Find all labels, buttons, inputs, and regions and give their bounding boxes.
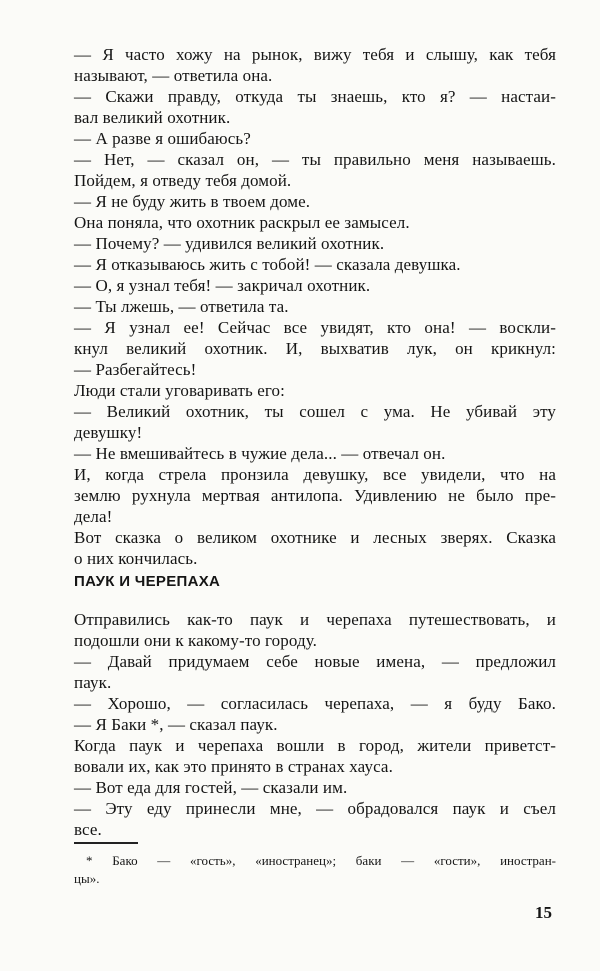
text-line: — Эту еду принесли мне, — обрадовался паук и съел <box>74 799 556 818</box>
story-title: ПАУК И ЧЕРЕПАХА <box>74 573 221 590</box>
text-line: — Я Баки *, — сказал паук. <box>74 715 278 734</box>
footnote-divider <box>74 842 138 844</box>
text-line: — Великий охотник, ты сошел с ума. Не убивай эту <box>74 402 556 421</box>
text-line: землю рухнула мертвая антилопа. Удивлению не было пре- <box>74 486 556 505</box>
text-line: Вот сказка о великом охотнике и лесных зверях. Сказка <box>74 528 556 547</box>
text-line: — Почему? — удивился великий охотник. <box>74 234 385 253</box>
text-line: кнул великий охотник. И, выхватив лук, он крикнул: <box>74 339 556 358</box>
text-line: — Скажи правду, откуда ты знаешь, кто я? — настаи- <box>74 87 556 106</box>
text-line: называют, — ответила она. <box>74 66 273 85</box>
text-line: — Не вмешивайтесь в чужие дела... — отвечал он. <box>74 444 446 463</box>
text-line: — Я часто хожу на рынок, вижу тебя и слышу, как тебя <box>74 45 556 64</box>
text-line: — Вот еда для гостей, — сказали им. <box>74 778 348 797</box>
text-line: — Нет, — сказал он, — ты правильно меня называешь. <box>74 150 556 169</box>
text-line: Пойдем, я отведу тебя домой. <box>74 171 292 190</box>
text-line: Когда паук и черепаха вошли в город, жители приветст- <box>74 736 556 755</box>
text-line: — А разве я ошибаюсь? <box>74 129 251 148</box>
text-line: — Разбегайтесь! <box>74 360 197 379</box>
page-number: 15 <box>535 903 552 922</box>
text-line: Она поняла, что охотник раскрыл ее замысел. <box>74 213 410 232</box>
text-line: о них кончилась. <box>74 549 198 568</box>
text-line: подошли они к какому-то городу. <box>74 631 317 650</box>
text-line: — Я узнал ее! Сейчас все увидят, кто она! — воскли- <box>74 318 556 337</box>
text-line: все. <box>74 820 102 839</box>
text-line: девушку! <box>74 423 143 442</box>
footnote-line: * Бако — «гость», «иностранец»; баки — «гости», иностран- <box>86 853 556 868</box>
text-line: Отправились как-то паук и черепаха путешествовать, и <box>74 610 556 629</box>
text-line: — Я не буду жить в твоем доме. <box>74 192 311 211</box>
footnote-line: цы». <box>74 871 100 886</box>
text-line: — Давай придумаем себе новые имена, — предложил <box>74 652 556 671</box>
text-line: паук. <box>74 673 112 692</box>
text-line: Люди стали уговаривать его: <box>74 381 285 400</box>
text-line: — Ты лжешь, — ответила та. <box>74 297 289 316</box>
text-line: И, когда стрела пронзила девушку, все увидели, что на <box>74 465 556 484</box>
text-line: — О, я узнал тебя! — закричал охотник. <box>74 276 371 295</box>
text-line: вал великий охотник. <box>74 108 231 127</box>
text-line: дела! <box>74 507 113 526</box>
text-line: — Хорошо, — согласилась черепаха, — я буду Бако. <box>74 694 556 713</box>
text-line: вовали их, как это принято в странах хауса. <box>74 757 393 776</box>
text-line: — Я отказываюсь жить с тобой! — сказала девушка. <box>74 255 461 274</box>
